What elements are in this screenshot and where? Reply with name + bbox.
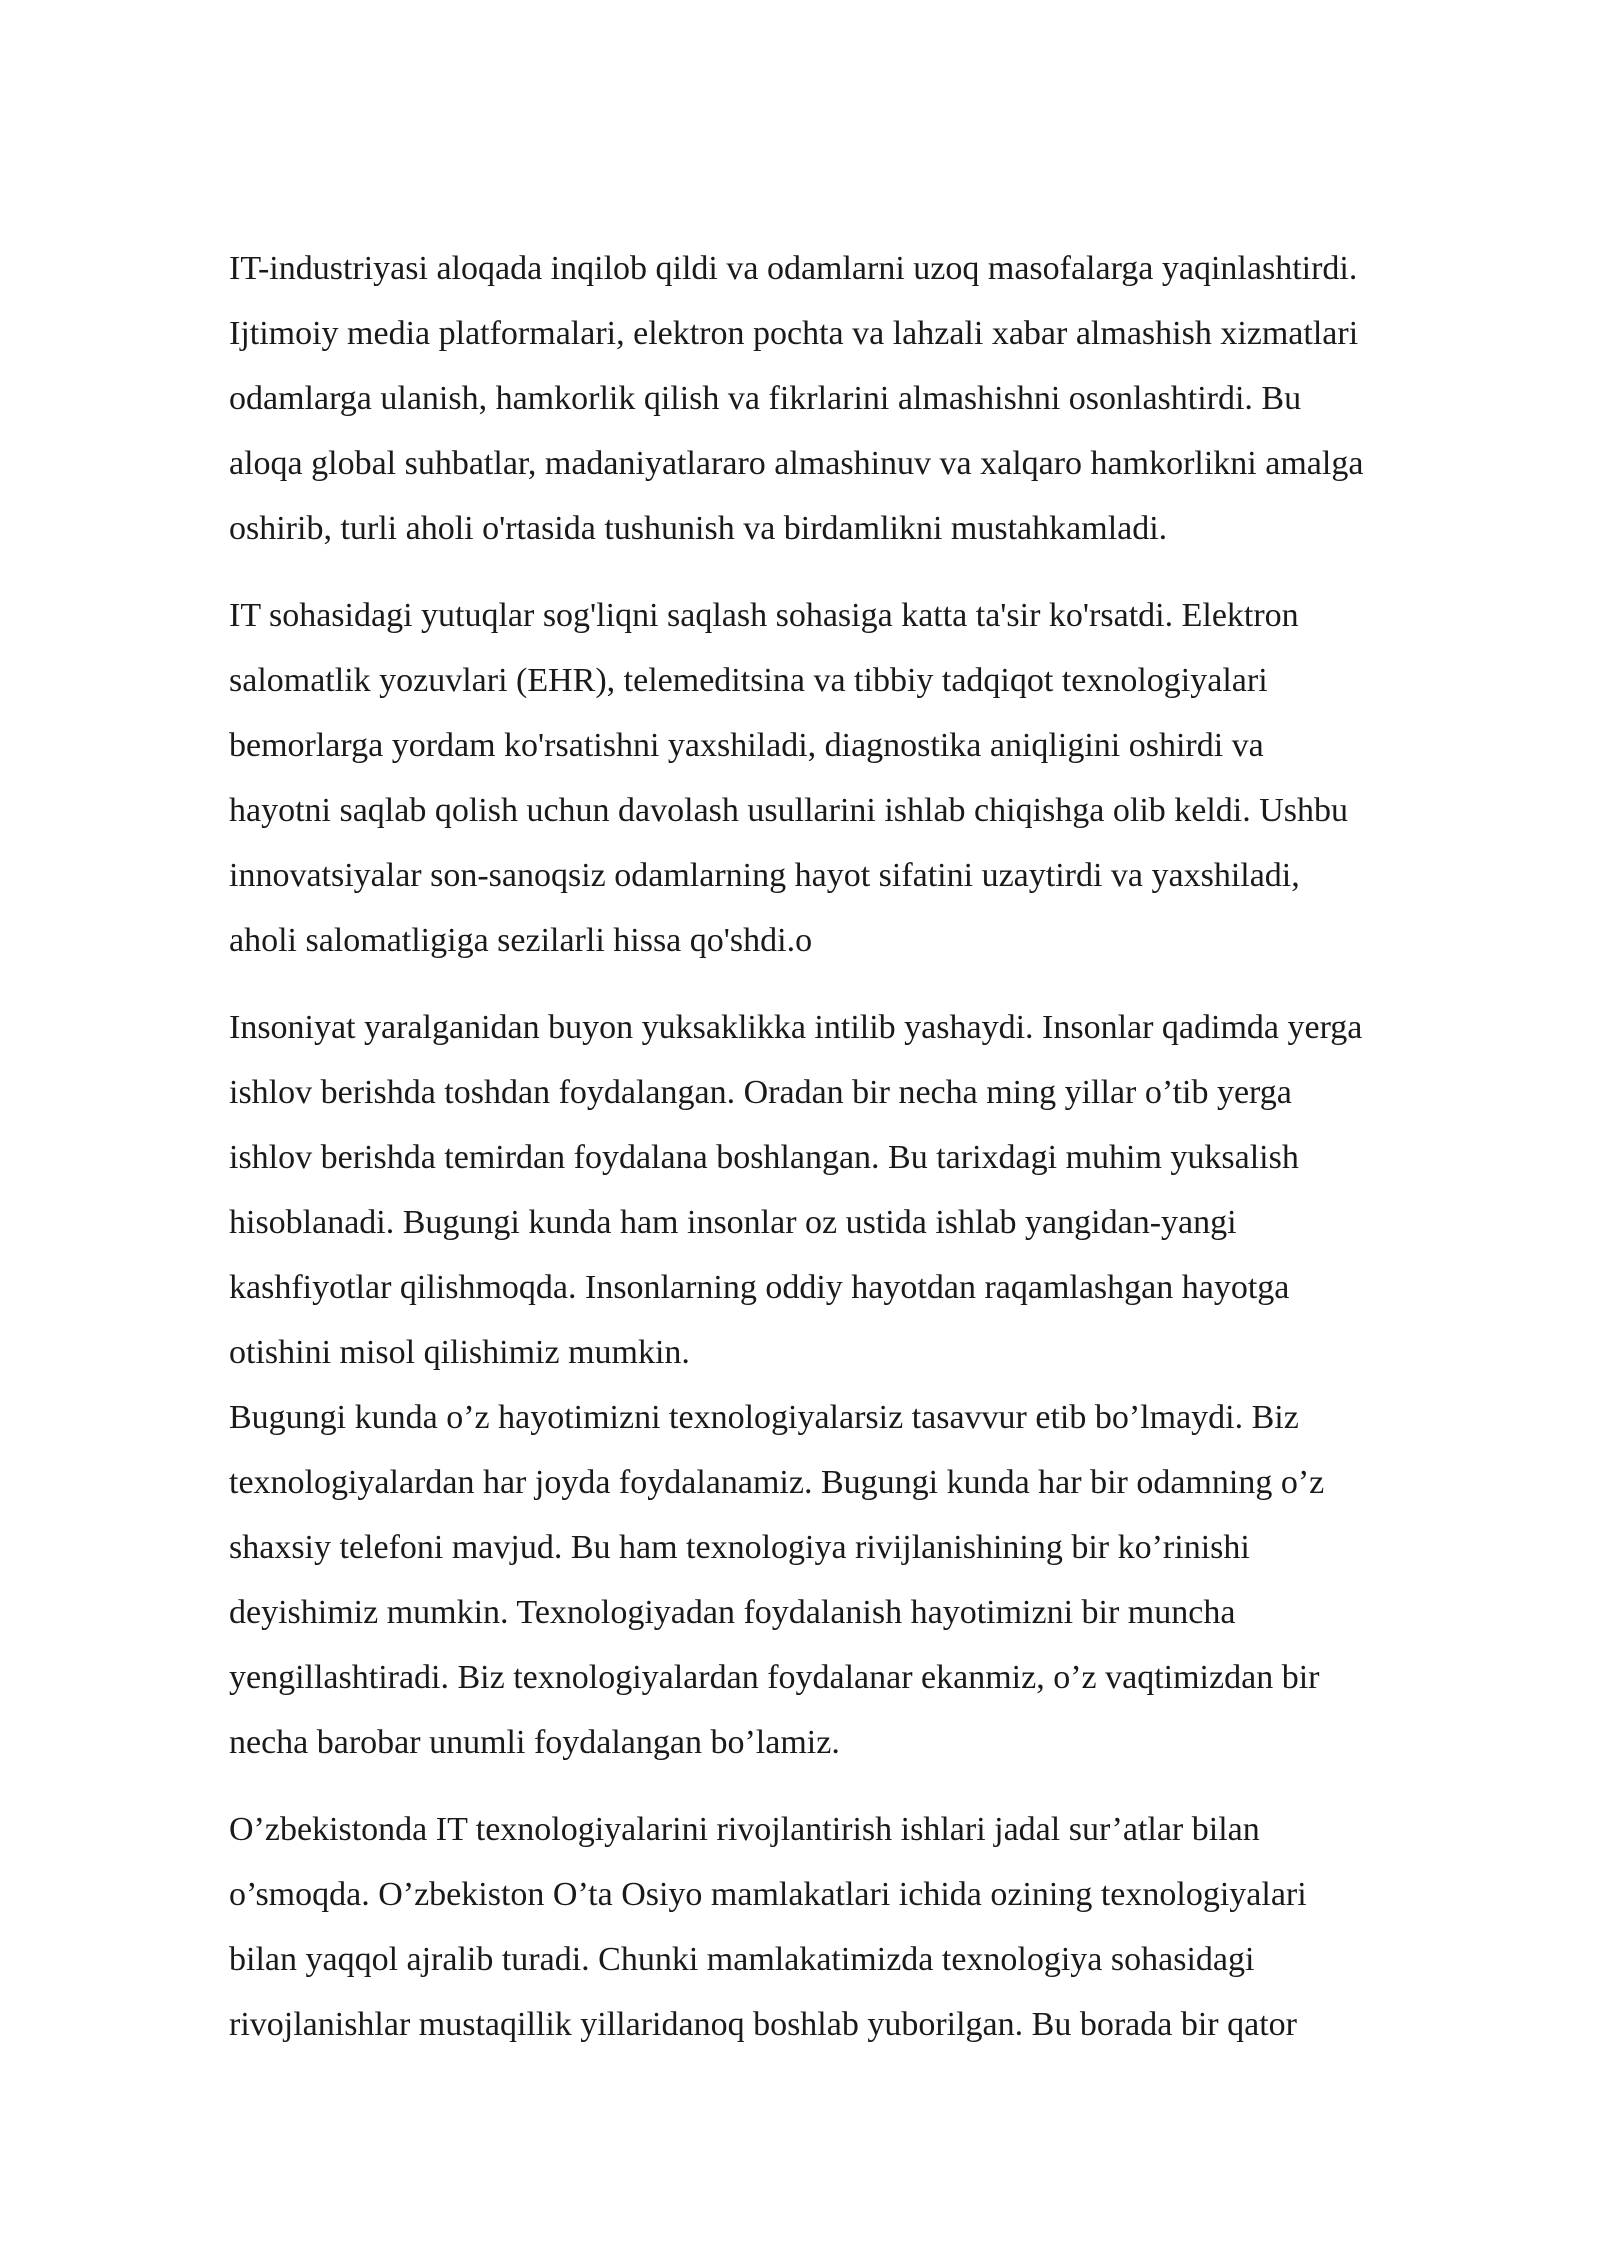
text-line: yengillashtiradi. Biz texnologiyalardan foydalanar ekanmiz, o’z vaqtimizdan bir — [229, 1659, 1320, 1696]
text-line: odamlarga ulanish, hamkorlik qilish va fikrlarini almashishni osonlashtirdi. Bu — [229, 380, 1302, 417]
text-line: hayotni saqlab qolish uchun davolash usullarini ishlab chiqishga olib keldi. Ushbu — [229, 792, 1349, 829]
paragraph-2 — [229, 583, 1529, 973]
text-line: aloqa global suhbatlar, madaniyatlararo almashinuv va xalqaro hamkorlikni amalga — [229, 445, 1364, 482]
text-line: ishlov berishda temirdan foydalana boshlangan. Bu tarixdagi muhim yuksalish — [229, 1139, 1299, 1176]
document-body — [229, 236, 1529, 2057]
text-line: IT sohasidagi yutuqlar sog'liqni saqlash sohasiga katta ta'sir ko'rsatdi. Elektron — [229, 597, 1299, 634]
paragraph-4 — [229, 1797, 1529, 2057]
paragraph-spacer — [229, 561, 1529, 583]
text-line: Bugungi kunda o’z hayotimizni texnologiyalarsiz tasavvur etib bo’lmaydi. Biz — [229, 1399, 1299, 1436]
text-line: deyishimiz mumkin. Texnologiyadan foydalanish hayotimizni bir muncha — [229, 1594, 1236, 1631]
text-line: otishini misol qilishimiz mumkin. — [229, 1334, 690, 1371]
text-line: kashfiyotlar qilishmoqda. Insonlarning oddiy hayotdan raqamlashgan hayotga — [229, 1269, 1290, 1306]
text-line: oshirib, turli aholi o'rtasida tushunish va birdamlikni mustahkamladi. — [229, 510, 1168, 547]
text-line: O’zbekistonda IT texnologiyalarini rivojlantirish ishlari jadal sur’atlar bilan — [229, 1811, 1260, 1848]
text-line: ishlov berishda toshdan foydalangan. Oradan bir necha ming yillar o’tib yerga — [229, 1074, 1292, 1111]
text-line: bemorlarga yordam ko'rsatishni yaxshiladi, diagnostika aniqligini oshirdi va — [229, 727, 1264, 764]
paragraph-spacer — [229, 973, 1529, 995]
text-line: o’smoqda. O’zbekiston O’ta Osiyo mamlakatlari ichida ozining texnologiyalari — [229, 1876, 1307, 1913]
text-line: innovatsiyalar son-sanoqsiz odamlarning hayot sifatini uzaytirdi va yaxshiladi, — [229, 857, 1300, 894]
text-line: texnologiyalardan har joyda foydalanamiz. Bugungi kunda har bir odamning o’z — [229, 1464, 1325, 1501]
text-line: bilan yaqqol ajralib turadi. Chunki mamlakatimizda texnologiya sohasidagi — [229, 1941, 1255, 1978]
text-line: IT-industriyasi aloqada inqilob qildi va odamlarni uzoq masofalarga yaqinlashtirdi. — [229, 250, 1358, 287]
paragraph-3 — [229, 995, 1529, 1775]
paragraph-spacer — [229, 1775, 1529, 1797]
paragraph-1 — [229, 236, 1529, 561]
text-line: Ijtimoiy media platformalari, elektron pochta va lahzali xabar almashish xizmatlari — [229, 315, 1359, 352]
text-line: hisoblanadi. Bugungi kunda ham insonlar oz ustida ishlab yangidan-yangi — [229, 1204, 1237, 1241]
text-line: Insoniyat yaralganidan buyon yuksaklikka intilib yashaydi. Insonlar qadimda yerga — [229, 1009, 1363, 1046]
text-line: aholi salomatligiga sezilarli hissa qo'shdi.o — [229, 922, 813, 959]
text-line: rivojlanishlar mustaqillik yillaridanoq boshlab yuborilgan. Bu borada bir qator — [229, 2006, 1297, 2043]
text-line: shaxsiy telefoni mavjud. Bu ham texnologiya rivijlanishining bir ko’rinishi — [229, 1529, 1250, 1566]
text-line: salomatlik yozuvlari (EHR), telemeditsina va tibbiy tadqiqot texnologiyalari — [229, 662, 1268, 699]
text-line: necha barobar unumli foydalangan bo’lamiz. — [229, 1724, 840, 1761]
